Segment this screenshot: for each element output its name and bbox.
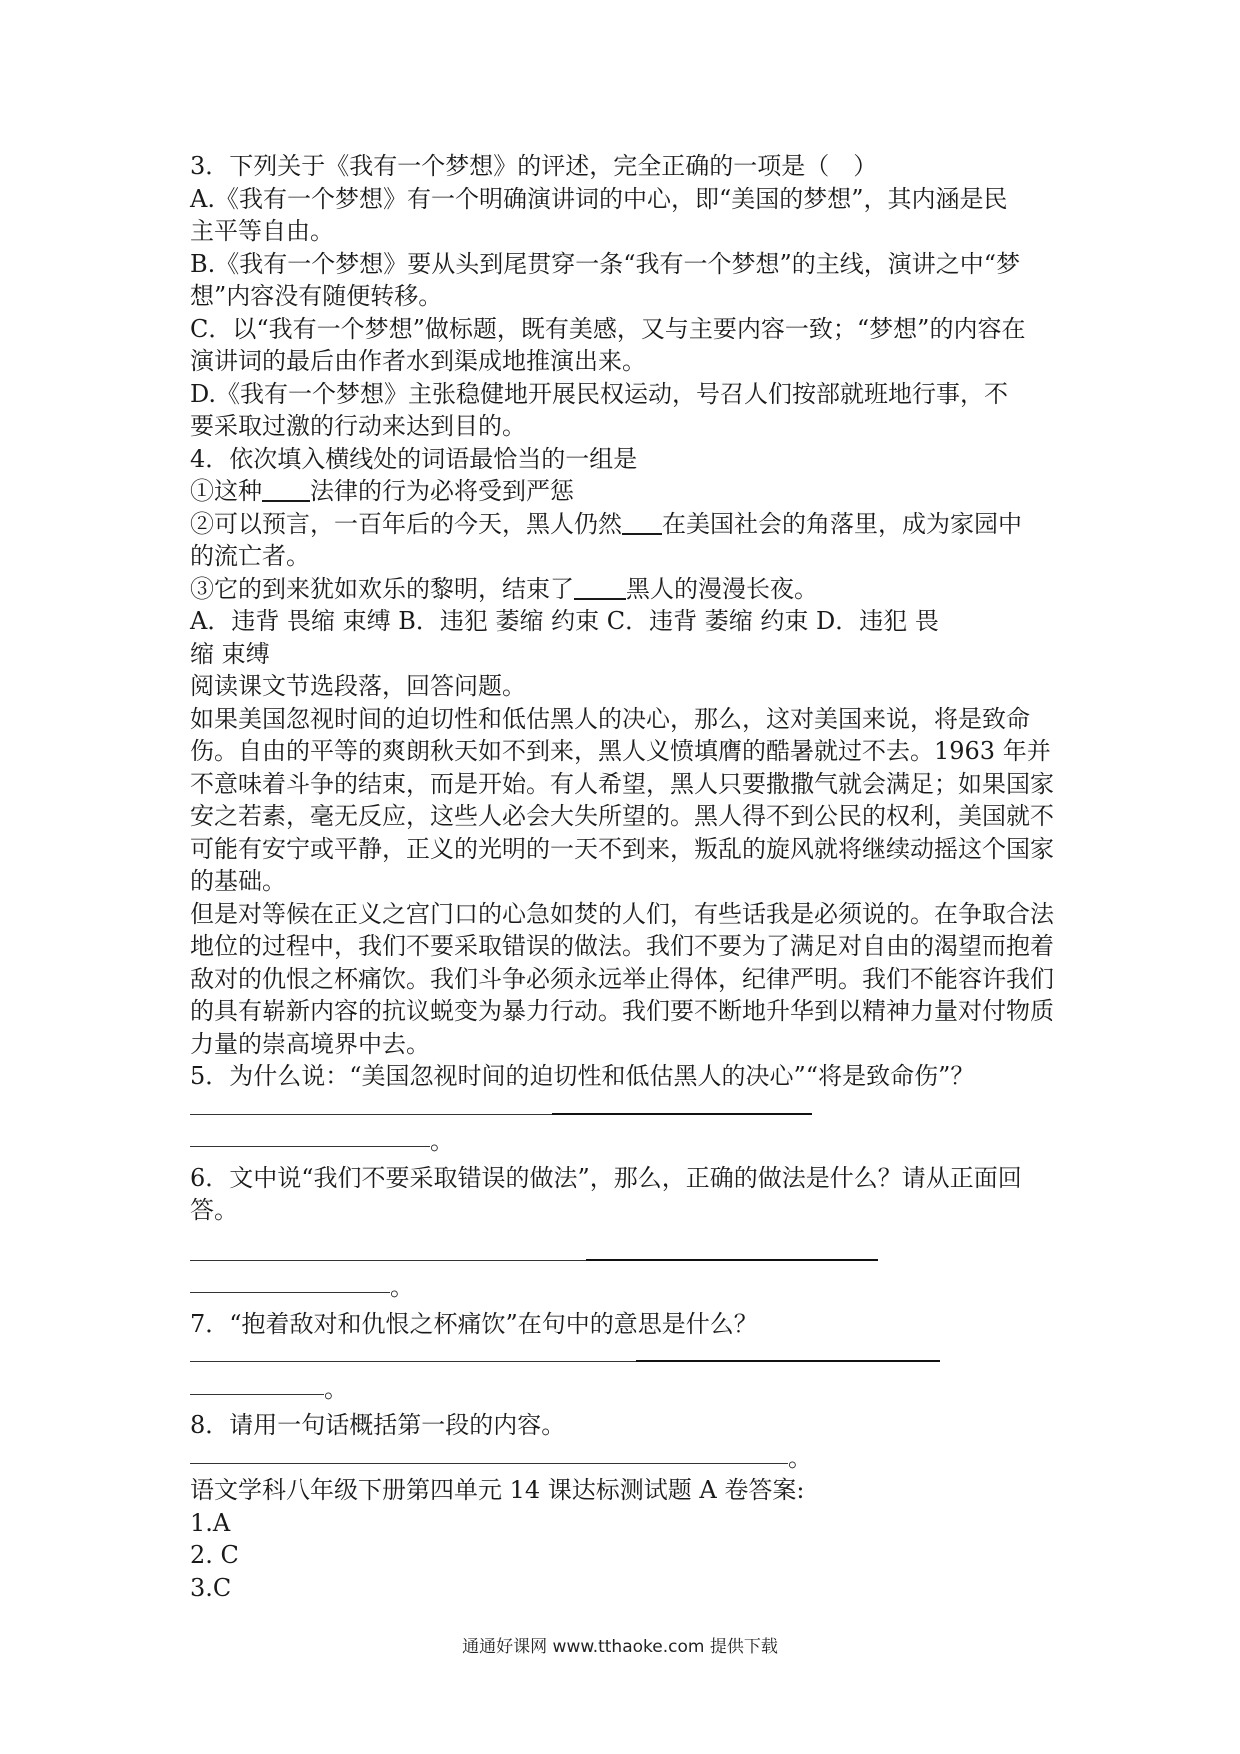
answer-key-title: 语文学科八年级下册第四单元 14 课达标测试题 A 卷答案: [190, 1476, 805, 1504]
fill-blank-2[interactable] [622, 509, 662, 535]
answer-line-7b[interactable] [190, 1373, 1060, 1406]
period-mark: 。 [788, 1443, 812, 1472]
reading-paragraph-2: 但是对等候在正义之宫门口的心急如焚的人们，有些话我是必须说的。在争取合法地位的过程中，我们不要采取错误的做法。我们不要为了满足对自由的渴望而抱着敌对的仇恨之杯痛饮。我们斗争必须永远举止得体，纪律严明。我们不能容许我们的具有崭新内容的抗议蜕变为暴力行动。我们要不断地升华到以精神力量对付物质力量的崇高境界中去。 [190, 899, 1054, 1058]
question-7 [190, 1308, 1060, 1406]
period-mark: 。 [430, 1127, 454, 1155]
question-5-stem: 5．为什么说：“美国忽视时间的迫切性和低估黑人的决心”“将是致命伤”？ [190, 1062, 975, 1090]
question-3-option-b-line-1: B.《我有一个梦想》要从头到尾贯穿一条“我有一个梦想”的主线，演讲之中“梦 [190, 249, 1021, 278]
question-3-option-d-line-1: D.《我有一个梦想》主张稳健地开展民权运动，号召人们按部就班地行事，不 [190, 379, 1009, 408]
question-3-option-a-line-2: 主平等自由。 [190, 217, 334, 245]
period-mark: 。 [324, 1374, 348, 1403]
period-mark: 。 [390, 1273, 414, 1301]
question-3-option-b-line-2: 想”内容没有随便转移。 [190, 282, 443, 310]
question-4-sentence-1 [190, 475, 1060, 508]
fill-blank-3[interactable] [574, 574, 626, 600]
answer-line-6b[interactable] [190, 1271, 1060, 1304]
question-4-sentence-2 [190, 508, 1060, 541]
sentence-1-start: ①这种 [190, 477, 262, 505]
sentence-3-end: 黑人的漫漫长夜。 [626, 574, 818, 603]
question-3-option-a-line-1: A.《我有一个梦想》有一个明确演讲词的中心，即“美国的梦想”，其内涵是民 [190, 184, 1008, 213]
question-3 [190, 150, 1060, 443]
question-4-sentence-2-cont: 的流亡者。 [190, 542, 310, 570]
question-4-options-line-2: 缩 束缚 [190, 639, 270, 668]
reading-paragraph-1: 如果美国忽视时间的迫切性和低估黑人的决心，那么，这对美国来说，将是致命伤。自由的平等的爽朗秋天如不到来，黑人义愤填膺的酷暑就过不去。1963 年并不意味着斗争的结束，而是开始。有人希望，黑人只要撒撒气就会满足；如果国家安之若素，毫无反应，这些人必会大失所望的。黑人得不到公民的权利，美国就不可能有安宁或平静，正义的光明的一天不到来，叛乱的旋风就将继续动摇这个国家的基础。 [190, 704, 1054, 895]
question-4-stem: 4．依次填入横线处的词语最恰当的一组是 [190, 444, 638, 473]
page-footer: 通通好课网 www.tthaoke.com 提供下载 [462, 1637, 778, 1657]
sentence-1-end: 法律的行为必将受到严惩 [310, 477, 574, 505]
sentence-2-start: ②可以预言，一百年后的今天，黑人仍然 [190, 509, 622, 538]
answer-line-8[interactable] [190, 1442, 1060, 1475]
question-4-options-line-1: A．违背 畏缩 束缚 B．违犯 萎缩 约束 C．违背 萎缩 约束 D．违犯 畏 [190, 607, 939, 635]
sentence-3-start: ③它的到来犹如欢乐的黎明，结束了 [190, 574, 574, 603]
question-3-option-c-line-1: C．以“我有一个梦想”做标题，既有美感，又与主要内容一致；“梦想”的内容在 [190, 314, 1026, 343]
answer-item: 1.A [190, 1508, 231, 1537]
question-5 [190, 1060, 1060, 1158]
answer-key [190, 1474, 1060, 1604]
question-3-option-c-line-2: 演讲词的最后由作者水到渠成地推演出来。 [190, 347, 646, 375]
question-8 [190, 1409, 1060, 1474]
question-4-sentence-3 [190, 573, 1060, 606]
sentence-2-end: 在美国社会的角落里，成为家园中 [662, 509, 1022, 538]
answer-line-7a[interactable] [190, 1340, 1060, 1373]
question-6 [190, 1162, 1060, 1304]
question-3-stem: 3．下列关于《我有一个梦想》的评述，完全正确的一项是（ ） [190, 152, 878, 180]
question-7-stem: 7．“抱着敌对和仇恨之杯痛饮”在句中的意思是什么？ [190, 1309, 758, 1338]
fill-blank-1[interactable] [262, 476, 310, 502]
question-3-option-d-line-2: 要采取过激的行动来达到目的。 [190, 412, 526, 440]
exam-page [190, 150, 1060, 1604]
answer-line-5b[interactable] [190, 1125, 1060, 1158]
question-8-stem: 8．请用一句话概括第一段的内容。 [190, 1411, 566, 1439]
question-6-stem: 6．文中说“我们不要采取错误的做法”，那么，正确的做法是什么？请从正面回答。 [190, 1163, 1022, 1224]
reading-intro: 阅读课文节选段落，回答问题。 [190, 672, 526, 700]
answer-line-6a[interactable] [190, 1239, 1060, 1272]
reading-passage [190, 670, 1060, 1060]
answer-item: 3.C [190, 1573, 232, 1602]
answer-line-5a[interactable] [190, 1093, 1060, 1126]
answer-item: 2. C [190, 1541, 239, 1569]
question-4 [190, 443, 1060, 671]
